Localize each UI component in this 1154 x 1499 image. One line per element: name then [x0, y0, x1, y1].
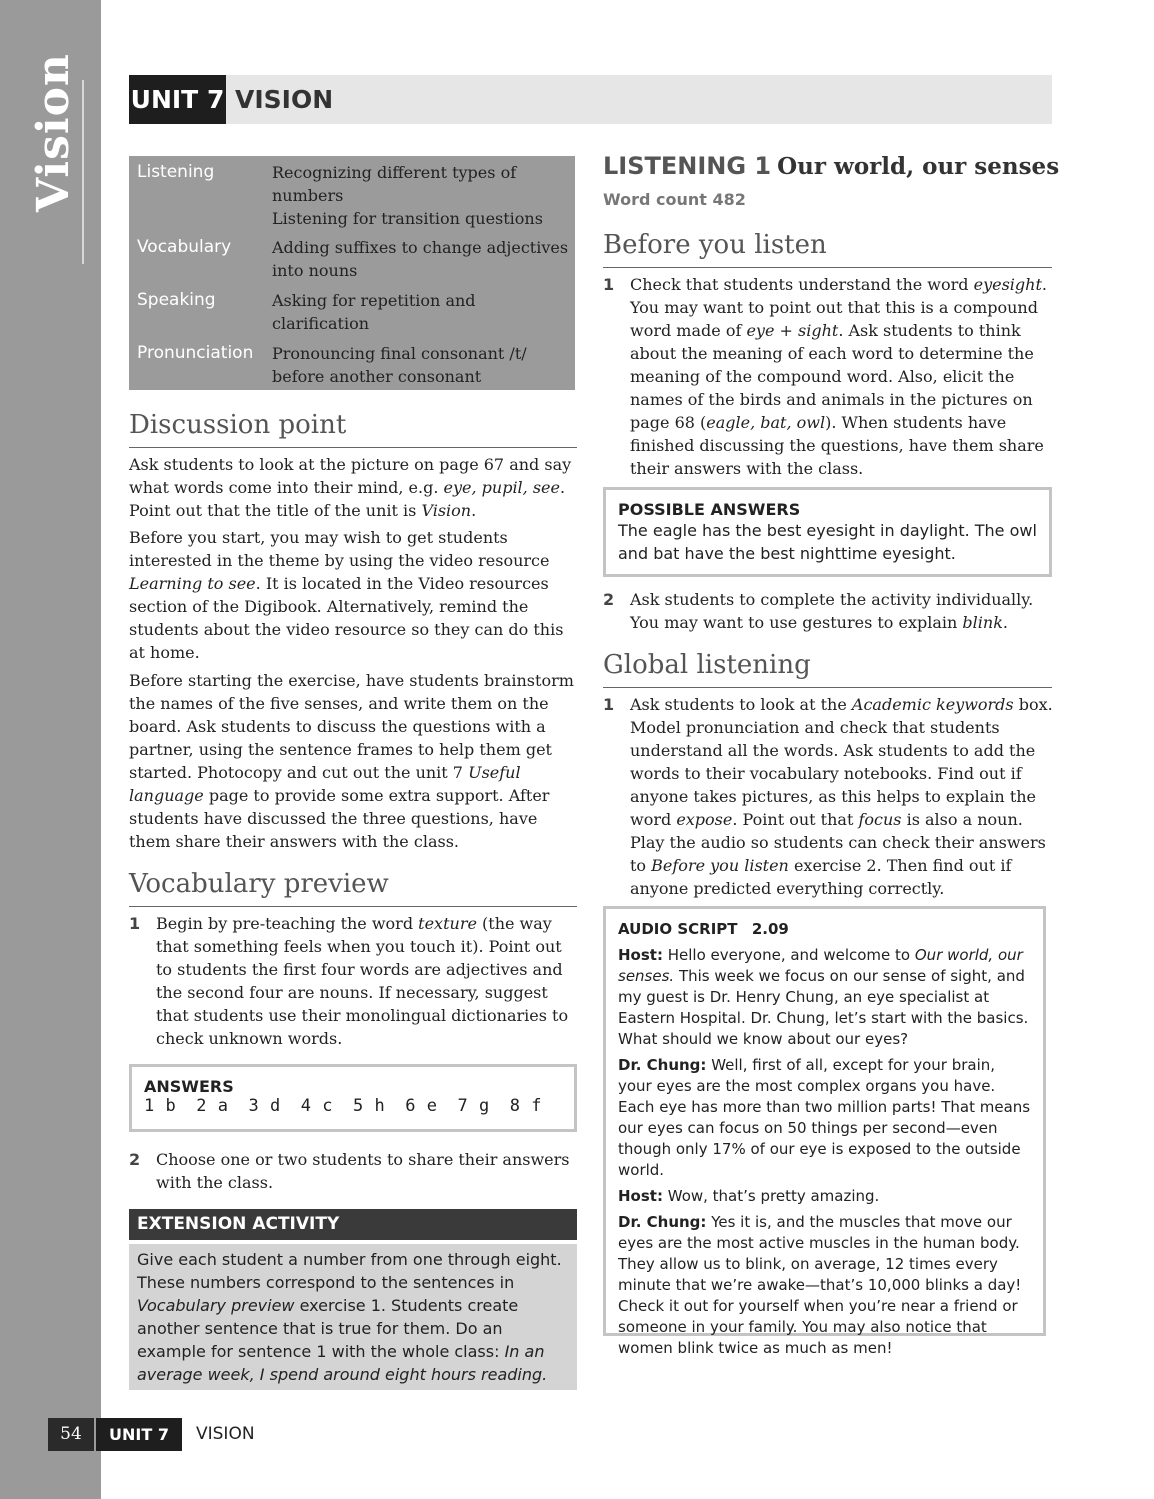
answers-list: [144, 1096, 562, 1116]
overview-value: Asking for repetition and clarification: [272, 291, 476, 333]
overview-label: Pronunciation: [137, 343, 254, 363]
overview-label: Speaking: [137, 290, 216, 310]
unit-title: VISION: [235, 85, 334, 114]
script-line: Host: Wow, that’s pretty amazing.: [618, 1187, 880, 1205]
discussion-paragraph: Before you start, you may wish to get students interested in the theme by using the video resource Learning to see. It is located in the Video resources section of the Digibook. Alternatively, remind the students about the video resource so they can do this at home.: [129, 528, 564, 662]
side-tab-rule: [82, 80, 84, 264]
overview-value: Adding suffixes to change adjectives into nouns: [272, 238, 569, 280]
answers-label: ANSWERS: [144, 1077, 234, 1096]
item-number: 1: [129, 914, 141, 933]
vocab-heading: Vocabulary preview: [129, 869, 389, 899]
overview-label: Vocabulary: [137, 237, 232, 257]
answers-box: [129, 1064, 577, 1132]
global-heading: Global listening: [603, 650, 811, 680]
item-number: 2: [603, 590, 615, 609]
vocab-instruction: Choose one or two students to share their answers with the class.: [156, 1150, 570, 1192]
answer-item: 7 g: [457, 1096, 490, 1116]
overview-label: Listening: [137, 162, 215, 182]
listening-kicker: LISTENING 1: [603, 152, 772, 180]
discussion-paragraph: Ask students to look at the picture on page 67 and say what words come into their mind, e.g. eye, pupil, see. Point out that the title of the unit is Vision.: [129, 455, 572, 520]
vocab-instruction: Begin by pre-teaching the word texture (the way that something feels when you touch it). Point out to students the first four words are adjectives and the second four are nouns. If necessary, suggest that students use their monolingual dictionaries to check unknown words.: [156, 914, 569, 1048]
before-heading: Before you listen: [603, 230, 827, 260]
audio-script-box: [603, 906, 1046, 1357]
side-tab: [0, 0, 101, 1499]
before-instruction: Ask students to complete the activity individually. You may want to use gestures to explain blink.: [630, 590, 1034, 632]
extension-heading: EXTENSION ACTIVITY: [129, 1209, 577, 1240]
global-instruction: Ask students to look at the Academic keywords box. Model pronunciation and check that students understand all the words. Ask students to add the words to their vocabulary notebooks. Find out if anyone takes pictures, as this helps to explain the word expose. Point out that focus is also a noun. Play the audio so students can check their answers to Before you listen exercise 2. Then find out if anyone predicted everything correctly.: [630, 695, 1053, 898]
possible-answers-text: The eagle has the best eyesight in daylight. The owl and bat have the best nighttime eyesight.: [618, 521, 1037, 563]
extension-body: Give each student a number from one through eight. These numbers correspond to the sentences in Vocabulary preview exercise 1. Students create another sentence that is true for them. Do an example for sentence 1 with the whole class: In an average week, I spend around eight hours reading.: [129, 1244, 577, 1390]
word-count: Word count 482: [603, 190, 746, 209]
discussion-paragraph: Before starting the exercise, have students brainstorm the names of the five senses, and write them on the board. Ask students to discuss the questions with a partner, using the sentence frames to help them get started. Photocopy and cut out the unit 7 Useful language page to provide some extra support. After students have discussed the three questions, have them share their answers with the class.: [129, 671, 574, 851]
discussion-heading: Discussion point: [129, 410, 347, 440]
item-number: 2: [129, 1150, 141, 1169]
answer-item: 6 e: [405, 1096, 438, 1116]
audio-script-header: AUDIO SCRIPT 2.09: [618, 920, 789, 938]
heading-rule: [603, 687, 1052, 688]
item-number: 1: [603, 275, 615, 294]
answer-item: 1 b: [144, 1096, 177, 1116]
item-number: 1: [603, 695, 615, 714]
unit-number: UNIT 7: [129, 75, 226, 124]
listening-subtitle: Our world, our senses: [777, 153, 1060, 180]
before-instruction: Check that students understand the word eyesight. You may want to point out that this is a compound word made of eye + sight. Ask students to think about the meaning of each word to determine the meaning of the compound word. Also, elicit the names of the birds and animals in the pictures on page 68 (eagle, bat, owl). When students have finished discussing the questions, have them share their answers with the class.: [630, 275, 1047, 478]
page-number: 54: [48, 1418, 94, 1451]
footer-title: VISION: [196, 1424, 255, 1444]
footer-unit: UNIT 7: [96, 1418, 182, 1451]
answer-item: 8 f: [509, 1096, 542, 1116]
overview-value: Recognizing different types of numbers Listening for transition questions: [272, 163, 543, 228]
heading-rule: [129, 906, 577, 907]
script-line: Host: Hello everyone, and welcome to Our world, our senses. This week we focus on our sense of sight, and my guest is Dr. Henry Chung, an eye specialist at Eastern Hospital. Dr. Chung, let’s start with the basics. What should we know about our eyes?: [618, 946, 1029, 1048]
side-tab-title: Vision: [28, 53, 79, 212]
possible-answers-label: POSSIBLE ANSWERS: [618, 500, 801, 519]
possible-answers-box: [603, 487, 1052, 577]
skills-overview-table: [129, 156, 575, 390]
answer-item: 2 a: [196, 1096, 229, 1116]
heading-rule: [603, 267, 1052, 268]
answer-item: 4 c: [300, 1096, 333, 1116]
unit-header: [129, 75, 1052, 124]
answer-item: 5 h: [353, 1096, 386, 1116]
script-line: Dr. Chung: Well, first of all, except for your brain, your eyes are the most complex organs you have. Each eye has more than two million parts! That means our eyes can focus on 50 things per second—even though only 17% of our eye is exposed to the outside world.: [618, 1056, 1031, 1179]
script-line: Dr. Chung: Yes it is, and the muscles that move our eyes are the most active muscles in the human body. They allow us to blink, on average, 12 times every minute that we’re awake—that’s 10,000 blinks a day! Check it out for yourself when you’re near a friend or someone in your family. You may also notice that women blink twice as much as men!: [618, 1213, 1022, 1357]
overview-value: Pronouncing final consonant /t/ before another consonant: [272, 344, 527, 386]
heading-rule: [129, 447, 577, 448]
answer-item: 3 d: [248, 1096, 281, 1116]
listening-title: [603, 152, 1059, 180]
